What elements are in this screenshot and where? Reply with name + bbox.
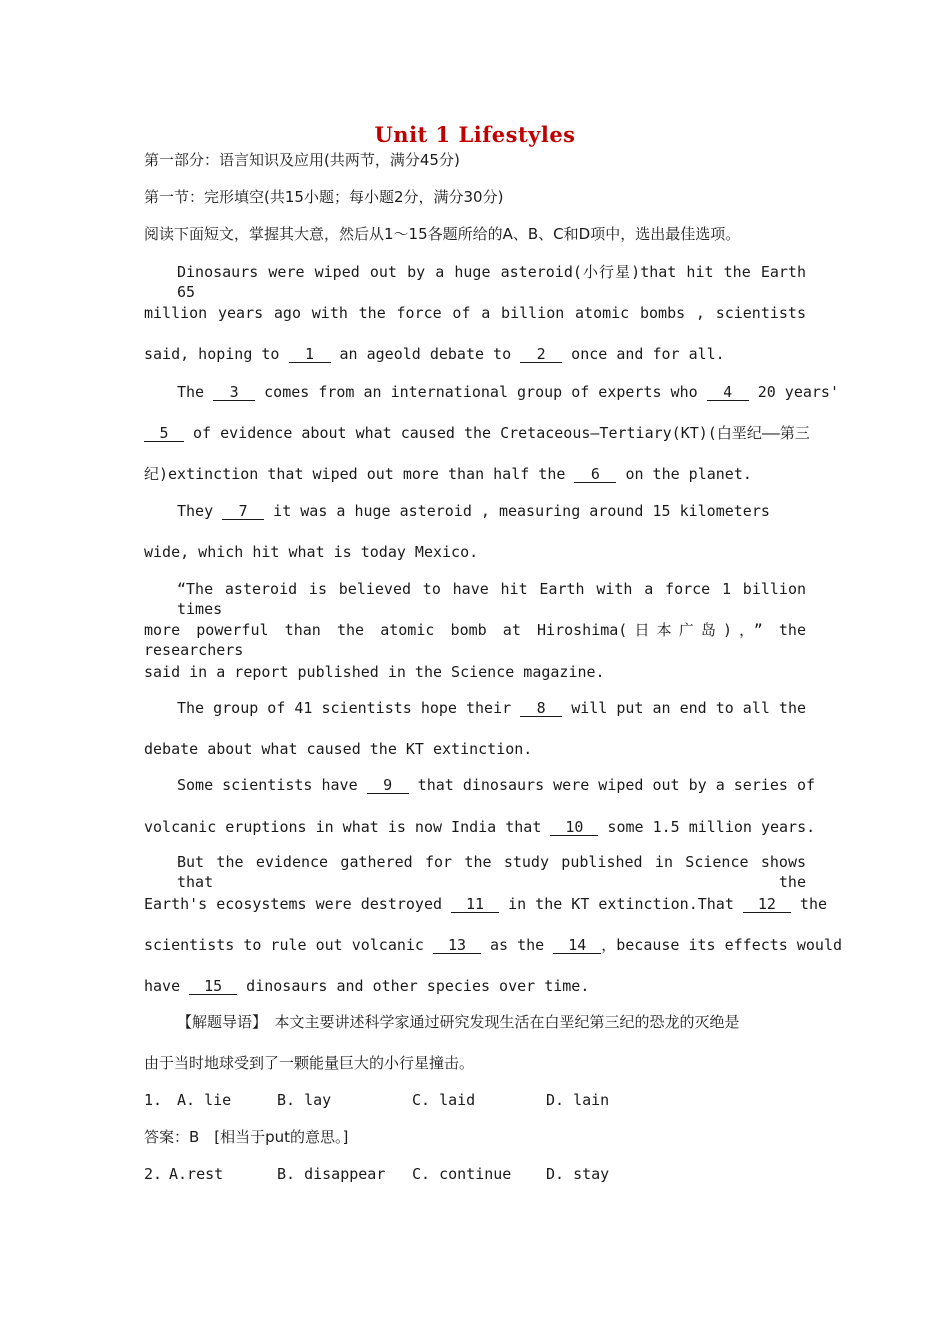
text-run: 20 years'	[748, 383, 839, 401]
passage-line	[144, 423, 810, 443]
text-run: it was a huge asteroid , measuring around 15 kilometers	[264, 502, 770, 520]
text-run: of evidence about what caused the Cretaceous—Tertiary(KT)(白垩纪——第三	[184, 424, 810, 442]
passage-line	[177, 501, 806, 521]
text-run: The	[177, 383, 214, 401]
blank-2[interactable]: 2	[520, 346, 562, 363]
subsection-heading: 第一节：完形填空(共15小题；每小题2分，满分30分)	[144, 188, 504, 206]
passage-line: But the evidence gathered for the study published in Science shows that the	[177, 853, 806, 891]
text-run: an ageold debate to	[330, 345, 521, 363]
instruction-text: 阅读下面短文，掌握其大意，然后从1～15各题所给的A、B、C和D项中，选出最佳选项。	[144, 225, 741, 243]
guide-line: 由于当时地球受到了一颗能量巨大的小行星撞击。	[144, 1054, 475, 1072]
option-c[interactable]: C. continue	[412, 1165, 512, 1183]
passage-line	[144, 344, 806, 364]
blank-13[interactable]: 13	[433, 937, 481, 954]
text-run: said, hoping to	[144, 345, 289, 363]
question-number: 1.	[144, 1091, 163, 1109]
section-heading: 第一部分：语言知识及应用(共两节，满分45分)	[144, 151, 460, 169]
passage-line	[177, 698, 806, 718]
answer-line: 答案：B [相当于put的意思。]	[144, 1128, 349, 1146]
text-run: as the	[480, 936, 554, 954]
passage-line: “The asteroid is believed to have hit Earth with a force 1 billion times	[177, 580, 806, 618]
passage-line	[144, 935, 843, 955]
passage-line: more powerful than the atomic bomb at Hiroshima(日本广岛)，” the researchers	[144, 621, 806, 659]
blank-9[interactable]: 9	[367, 777, 409, 794]
option-a[interactable]: A. lie	[177, 1091, 232, 1109]
blank-12[interactable]: 12	[743, 896, 791, 913]
blank-14[interactable]: 14	[553, 937, 601, 954]
guide-heading-line: 【解题导语】 本文主要讲述科学家通过研究发现生活在白垩纪第三纪的恐龙的灭绝是	[177, 1013, 740, 1031]
passage-line	[177, 775, 816, 795]
option-a[interactable]: A.rest	[169, 1165, 224, 1183]
blank-10[interactable]: 10	[550, 819, 598, 836]
text-run: ，because its effects would	[601, 936, 843, 954]
text-run: scientists to rule out volcanic	[144, 936, 433, 954]
text-run: Earth's ecosystems were destroyed	[144, 895, 452, 913]
text-run: 纪)extinction that wiped out more than half the	[144, 465, 575, 483]
passage-line	[144, 976, 806, 996]
text-run: volcanic eruptions in what is now India that	[144, 818, 551, 836]
option-d[interactable]: D. stay	[546, 1165, 610, 1183]
question-1	[144, 1090, 806, 1110]
passage-line: debate about what caused the KT extinction.	[144, 740, 533, 758]
passage-line	[177, 382, 839, 402]
question-2	[144, 1164, 806, 1184]
text-run: on the planet.	[616, 465, 752, 483]
text-run: comes from an international group of experts who	[255, 383, 707, 401]
blank-5[interactable]: 5	[144, 425, 184, 442]
text-run: will put an end to all the	[562, 699, 807, 717]
text-run: have	[144, 977, 190, 995]
blank-3[interactable]: 3	[213, 384, 255, 401]
text-run: The group of 41 scientists hope their	[177, 699, 521, 717]
option-d[interactable]: D. lain	[546, 1091, 610, 1109]
text-run: dinosaurs and other species over time.	[237, 977, 590, 995]
text-run: Some scientists have	[177, 776, 367, 794]
option-b[interactable]: B. disappear	[277, 1165, 386, 1183]
text-run: once and for all.	[562, 345, 725, 363]
blank-7[interactable]: 7	[222, 503, 264, 520]
text-run: in the KT extinction.That	[499, 895, 743, 913]
passage-line	[144, 817, 816, 837]
blank-15[interactable]: 15	[189, 978, 237, 995]
question-number: 2.	[144, 1165, 163, 1183]
blank-11[interactable]: 11	[451, 896, 499, 913]
blank-4[interactable]: 4	[707, 384, 749, 401]
text-run: They	[177, 502, 223, 520]
passage-line: million years ago with the force of a billion atomic bombs , scientists	[144, 304, 806, 322]
blank-8[interactable]: 8	[520, 700, 562, 717]
blank-6[interactable]: 6	[574, 466, 616, 483]
option-c[interactable]: C. laid	[412, 1091, 476, 1109]
passage-line: Dinosaurs were wiped out by a huge asteroid(小行星)that hit the Earth 65	[177, 263, 806, 301]
text-run: that dinosaurs were wiped out by a series of	[408, 776, 816, 794]
blank-1[interactable]: 1	[289, 346, 331, 363]
text-run: some 1.5 million years.	[598, 818, 816, 836]
passage-line: wide, which hit what is today Mexico.	[144, 543, 479, 561]
passage-line: said in a report published in the Science magazine.	[144, 663, 605, 681]
page-title: Unit 1 Lifestyles	[374, 122, 576, 147]
passage-line	[144, 894, 828, 914]
passage-line	[144, 464, 806, 484]
option-b[interactable]: B. lay	[277, 1091, 332, 1109]
text-run: the	[790, 895, 828, 913]
